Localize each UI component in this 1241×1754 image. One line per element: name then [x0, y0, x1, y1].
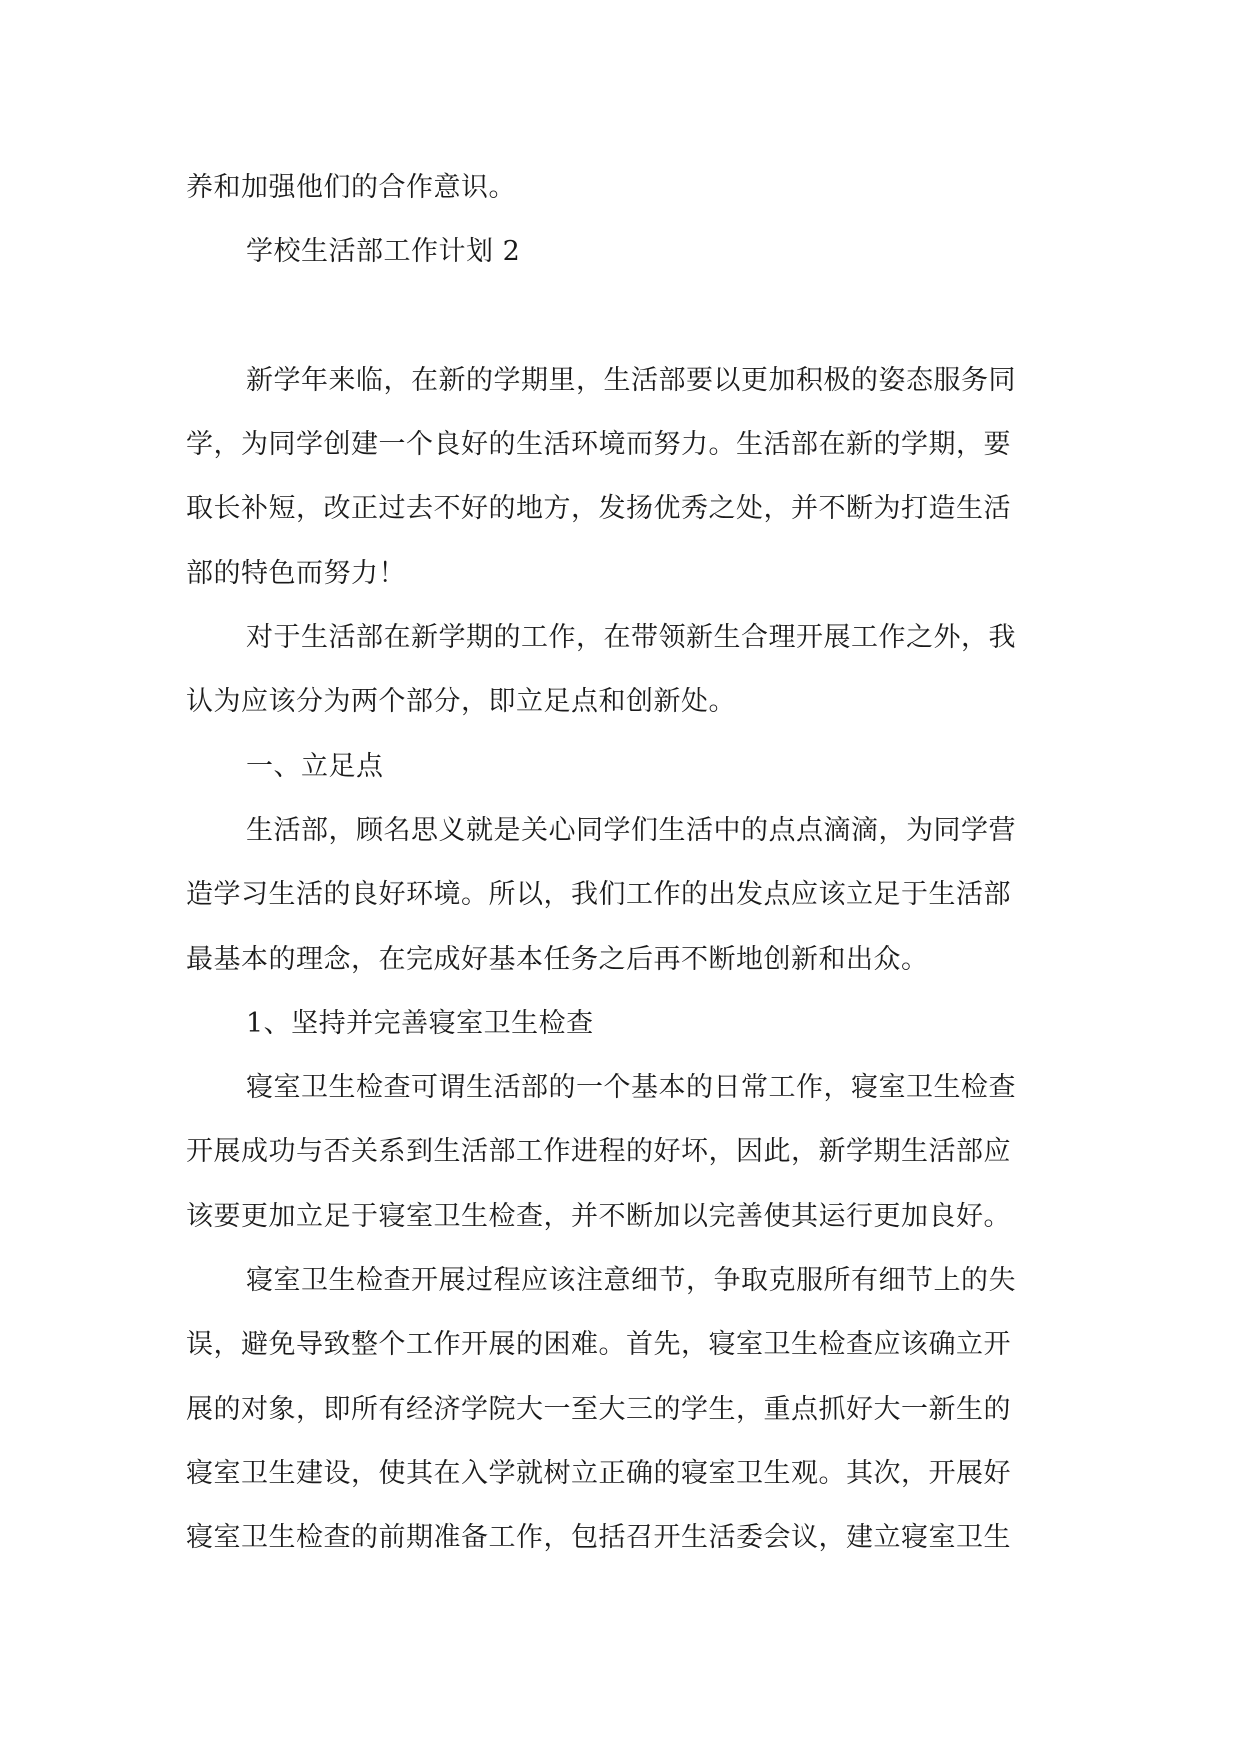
paragraph-line: 认为应该分为两个部分，即立足点和创新处。 [186, 686, 736, 718]
blank-line [186, 285, 1066, 349]
paragraph-line: 生活部，顾名思义就是关心同学们生活中的点点滴滴，为同学营 [246, 814, 1016, 846]
paragraph-line: 学，为同学创建一个良好的生活环境而努力。生活部在新的学期，要 [186, 429, 1011, 461]
paragraph-line: 展的对象，即所有经济学院大一至大三的学生，重点抓好大一新生的 [186, 1393, 1011, 1425]
paragraph-line: 寝室卫生检查开展过程应该注意细节，争取克服所有细节上的失 [246, 1265, 1016, 1297]
paragraph-line: 开展成功与否关系到生活部工作进程的好坏，因此，新学期生活部应 [186, 1136, 1011, 1168]
paragraph-line: 新学年来临，在新的学期里，生活部要以更加积极的姿态服务同 [246, 364, 1016, 396]
paragraph-line: 最基本的理念，在完成好基本任务之后再不断地创新和出众。 [186, 943, 929, 975]
subsection-heading: 1、坚持并完善寝室卫生检查 [246, 1007, 594, 1039]
paragraph-line: 取长补短，改正过去不好的地方，发扬优秀之处，并不断为打造生活 [186, 493, 1011, 525]
paragraph-line: 部的特色而努力！ [186, 557, 406, 589]
paragraph-line: 对于生活部在新学期的工作，在带领新生合理开展工作之外，我 [246, 622, 1016, 654]
paragraph-line: 寝室卫生检查的前期准备工作，包括召开生活委会议，建立寝室卫生 [186, 1522, 1011, 1554]
paragraph-line: 寝室卫生建设，使其在入学就树立正确的寝室卫生观。其次，开展好 [186, 1457, 1011, 1489]
paragraph-line: 寝室卫生检查可谓生活部的一个基本的日常工作，寝室卫生检查 [246, 1072, 1016, 1104]
paragraph-line: 误，避免导致整个工作开展的困难。首先，寝室卫生检查应该确立开 [186, 1329, 1011, 1361]
paragraph-line: 造学习生活的良好环境。所以，我们工作的出发点应该立足于生活部 [186, 879, 1011, 911]
paragraph-line: 养和加强他们的合作意识。 [186, 172, 516, 203]
paragraph-line: 该要更加立足于寝室卫生检查，并不断加以完善使其运行更加良好。 [186, 1200, 1011, 1232]
section-heading: 一、立足点 [246, 750, 384, 782]
document-body [186, 156, 1066, 1571]
section-title: 学校生活部工作计划 2 [246, 236, 521, 268]
